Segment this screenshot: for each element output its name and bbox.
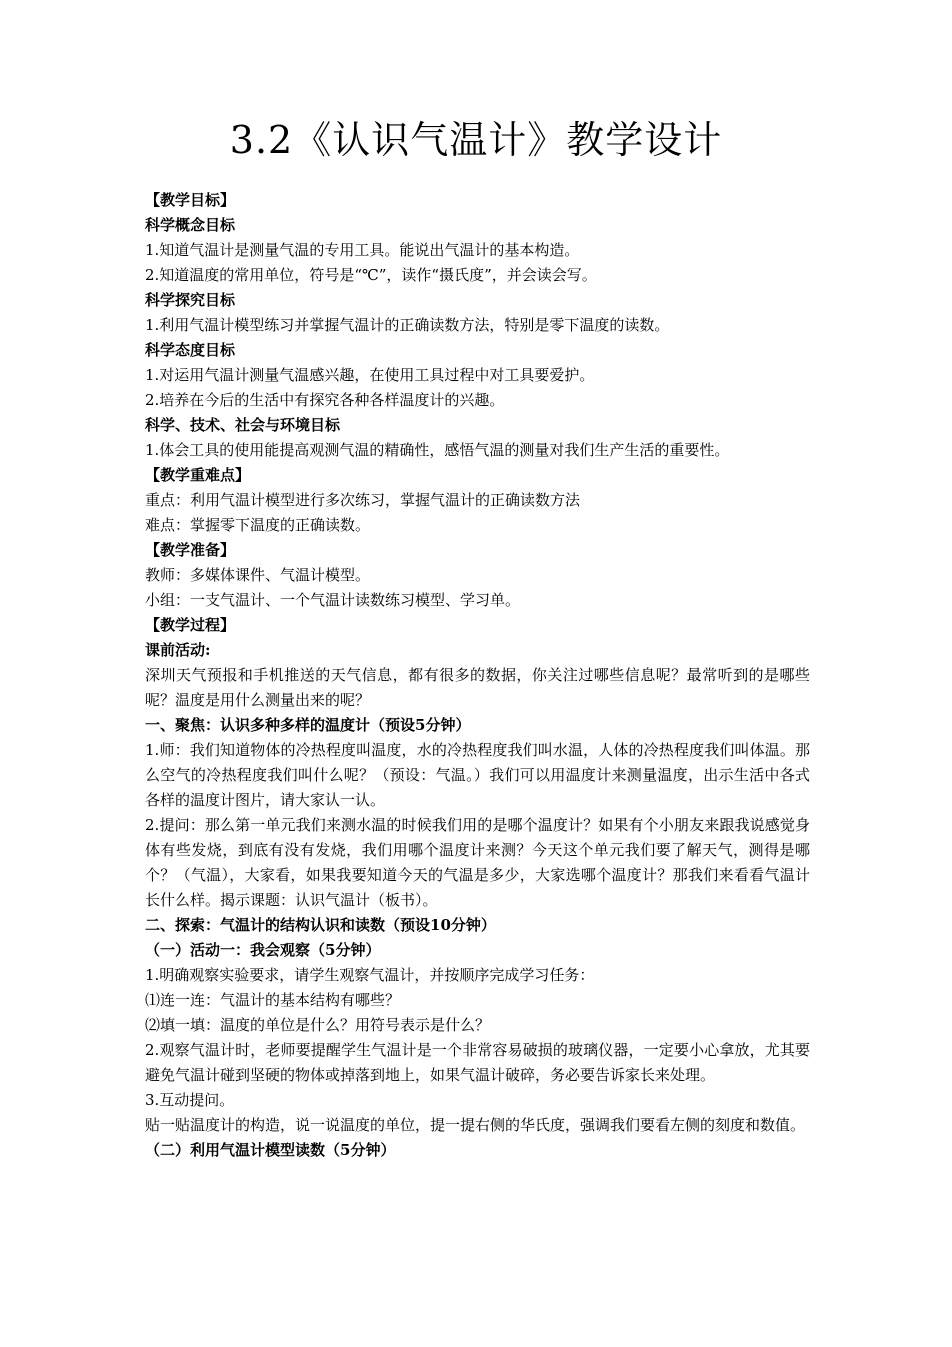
paragraph: 1.对运用气温计测量气温感兴趣，在使用工具过程中对工具要爱护。	[145, 366, 595, 384]
subheading-concept-goals: 科学概念目标	[145, 216, 236, 234]
heading-teaching-process: 【教学过程】	[145, 616, 236, 634]
paragraph: 难点：掌握零下温度的正确读数。	[145, 516, 371, 534]
subheading-attitude-goals: 科学态度目标	[145, 341, 236, 359]
subheading-model-reading: （二）利用气温计模型读数（5分钟）	[145, 1141, 396, 1159]
subheading-activity-one: （一）活动一：我会观察（5分钟）	[145, 941, 381, 959]
subheading-focus: 一、聚焦：认识多种多样的温度计（预设5分钟）	[145, 716, 471, 734]
paragraph: 1.体会工具的使用能提高观测气温的精确性，感悟气温的测量对我们生产生活的重要性。	[145, 441, 730, 459]
paragraph: 2.提问：那么第一单元我们来测水温的时候我们用的是哪个温度计？如果有个小朋友来跟我说感觉身体有些发烧，到底有没有发烧，我们用哪个温度计来测？今天这个单元我们要了解天气，测得是哪个？（气温），大家看，如果我要知道今天的气温是多少，大家选哪个温度计？那我们来看看气温计长什么样。揭示课题：认识气温计（板书）。	[145, 816, 810, 909]
heading-key-points: 【教学重难点】	[145, 466, 251, 484]
paragraph: 3.互动提问。	[145, 1091, 235, 1109]
paragraph: 2.知道温度的常用单位，符号是“℃”，读作“摄氏度”，并会读会写。	[145, 266, 597, 284]
paragraph: ⑴连一连：气温计的基本结构有哪些？	[145, 991, 401, 1009]
document-title: 3.2《认识气温计》教学设计	[229, 118, 723, 162]
paragraph: 深圳天气预报和手机推送的天气信息，都有很多的数据，你关注过哪些信息呢？最常听到的是哪些呢？温度是用什么测量出来的呢？	[145, 666, 810, 709]
paragraph: 重点：利用气温计模型进行多次练习，掌握气温计的正确读数方法	[145, 491, 581, 509]
document-body	[145, 188, 810, 1163]
paragraph: 1.明确观察实验要求，请学生观察气温计，并按顺序完成学习任务：	[145, 966, 595, 984]
paragraph: 2.培养在今后的生活中有探究各种各样温度计的兴趣。	[145, 391, 505, 409]
heading-preparation: 【教学准备】	[145, 541, 236, 559]
paragraph: 贴一贴温度计的构造，说一说温度的单位，提一提右侧的华氏度，强调我们要看左侧的刻度和数值。	[145, 1116, 806, 1134]
paragraph: 1.知道气温计是测量气温的专用工具。能说出气温计的基本构造。	[145, 241, 580, 259]
paragraph: 1.师：我们知道物体的冷热程度叫温度，水的冷热程度我们叫水温，人体的冷热程度我们叫体温。那么空气的冷热程度我们叫什么呢？（预设：气温。）我们可以用温度计来测量温度，出示生活中各式各样的温度计图片，请大家认一认。	[145, 741, 810, 809]
subheading-pre-class: 课前活动:	[145, 641, 211, 659]
paragraph: 1.利用气温计模型练习并掌握气温计的正确读数方法，特别是零下温度的读数。	[145, 316, 670, 334]
paragraph: 小组：一支气温计、一个气温计读数练习模型、学习单。	[145, 591, 521, 609]
paragraph: ⑵填一填：温度的单位是什么？用符号表示是什么？	[145, 1016, 491, 1034]
subheading-stse-goals: 科学、技术、社会与环境目标	[145, 416, 341, 434]
heading-teaching-goals: 【教学目标】	[145, 191, 236, 209]
subheading-explore: 二、探索：气温计的结构认识和读数（预设10分钟）	[145, 916, 496, 934]
subheading-inquiry-goals: 科学探究目标	[145, 291, 236, 309]
paragraph: 教师：多媒体课件、气温计模型。	[145, 566, 371, 584]
paragraph: 2.观察气温计时，老师要提醒学生气温计是一个非常容易破损的玻璃仪器，一定要小心拿放，尤其要避免气温计碰到坚硬的物体或掉落到地上，如果气温计破碎，务必要告诉家长来处理。	[145, 1041, 810, 1084]
